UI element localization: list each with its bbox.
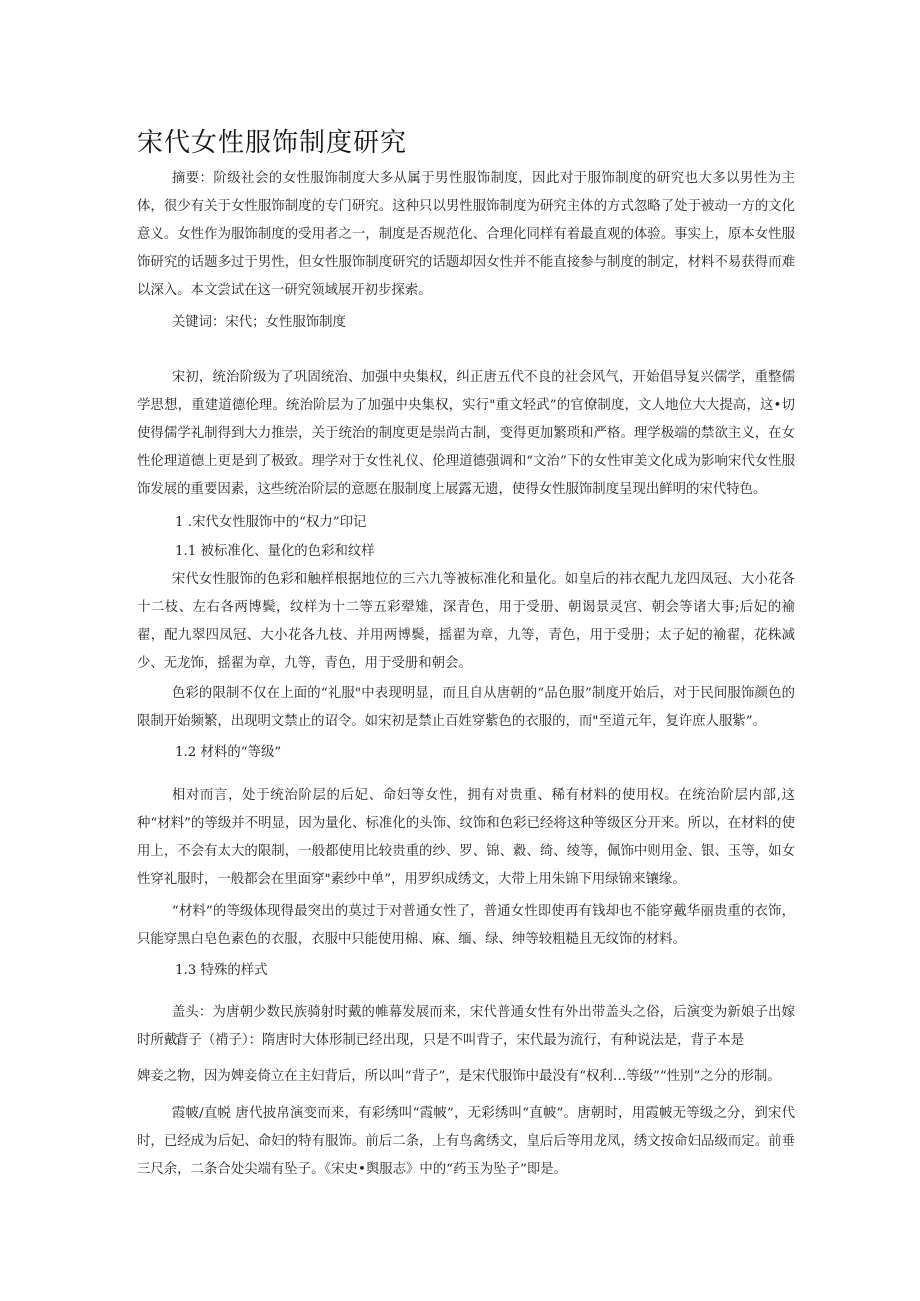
section-1-3-paragraph-3: 霞帔/直帨 唐代披帛演变而来，有彩绣叫“霞帔”，无彩绣叫“直帔”。唐朝时，用霞帔无等级之分，到宋代时，已经成为后妃、命妇的特有服饰。前后二条，上有鸟禽绣文，皇后后等用龙凤，绣文按命妇品级而定。前垂三尺余，二条合处尖端有坠子。《宋史•舆服志》中的“药玉为坠子”即是。: [137, 1106, 795, 1177]
section-1-1-paragraph-2: 色彩的限制不仅在上面的“礼服"中表现明显，而且自从唐朝的“品色服”制度开始后，对于民间服饰颜色的限制开始频繁，出现明文禁止的诏令。如宋初是禁止百姓穿紫色的衣服的，而"至道元年，复许庶人服紫”。: [137, 686, 795, 729]
section-1-3-paragraph-1: 盖头：为唐朝少数民族骑射时戴的帷幕发展而来，宋代普通女性有外出带盖头之俗，后演变为新娘子出嫁时所戴。: [137, 1005, 795, 1048]
section-1-3-heading: 1.3 特殊的样式: [175, 963, 268, 978]
section-1-2-paragraph-1: 相对而言，处于统治阶层的后妃、命妇等女性，拥有对贵重、稀有材料的使用权。在统治阶层内部,这种“材料”的等级并不明显，因为量化、标准化的头饰、纹饰和色彩已经将这种等级区分开来。所以，在材料的使用上，不会有太大的限制，一般都使用比较贵重的纱、罗、锦、縠、绮、绫等，佩饰中则用金、银、玉等，如女性穿礼服时，一般都会在里面穿"素纱中单”，用罗织成绣文，大带上用朱锦下用绿锦来镶缘。: [137, 788, 795, 887]
section-1-2-paragraph-2: “材料”的等级体现得最突出的莫过于对普通女性了，普通女性即使再有钱却也不能穿戴华丽贵重的衣饰，只能穿黑白皂色素色的衣服，衣服中只能使用棉、麻、缅、绿、绅等较粗糙且无纹饰的材料。: [137, 904, 795, 947]
keywords-line: 关键词：宋代；女性服饰制度: [171, 315, 346, 330]
section-1-1-heading: 1.1 被标准化、量化的色彩和纹样: [175, 544, 375, 559]
intro-paragraph: 宋初，统治阶级为了巩固统治、加强中央集权，纠正唐五代不良的社会风气，开始倡导复兴儒学，重整儒学思想，重建道德伦理。统治阶层为了加强中央集权，实行"重文轻武”的官僚制度，文人地位大大提高，这•切使得儒学礼制得到大力推崇，关于统治的制度更是崇尚古制，变得更加繁琐和严格。理学极端的禁欲主义，在女性伦理道德上更是到了极致。理学对于女性礼仪、伦理道德强调和“文治”下的女性审美文化成为影响宋代女性服饰发展的重要因素，这些统治阶层的意愿在服制度上展露无遗，使得女性服饰制度呈现出鲜明的宋代特色。: [137, 370, 795, 497]
section-1-1-paragraph-1: 宋代女性服饰的色彩和触样根据地位的三六九等被标准化和量化。如皇后的祎衣配九龙四凤冠、大小花各十二枝、左右各两博鬓，纹样为十二等五彩翚雉，深青色，用于受册、朝谒景灵宫、朝会等诸大事;后妃的褕翟，配九翠四凤冠、大小花各九枝、并用两博鬓，摇翟为章，九等，青色，用于受册；太子妃的褕翟，花株减少、无龙饰，摇翟为章，九等，青色，用于受册和朝会。: [137, 572, 795, 671]
section-1-3-paragraph-2-line-1: 背子（褙子）：隋唐时大体形制已经出现，只是不叫背子，宋代最为流行，有种说法是，背子本是: [175, 1033, 745, 1048]
abstract-paragraph: 摘要：阶级社会的女性服饰制度大多从属于男性服饰制度，因此对于服饰制度的研究也大多以男性为主体，很少有关于女性服饰制度的专门研究。这种只以男性服饰制度为研究主体的方式忽略了处于被动一方的文化意义。女性作为服饰制度的受用者之一，制度是否规范化、合理化同样有着最直观的体验。事实上，原本女性服饰研究的话题多过于男性，但女性服饰制度研究的话题却因女性并不能直接参与制度的制定，材料不易获得而难以深入。本文尝试在这一研究领域展开初步探索。: [137, 171, 795, 298]
section-1-3-paragraph-2-line-2: 婢妾之物，因为婢妾倚立在主妇背后，所以叫“背子”，是宋代服饰中最没有“权利…等级”“性别”之分的形制。: [137, 1069, 781, 1084]
page-title: 宋代女性服饰制度研究: [137, 128, 408, 158]
section-1-2-heading: 1.2 材料的“等级”: [175, 745, 282, 760]
section-1-heading: 1 .宋代女性服饰中的“权力”印记: [175, 515, 367, 530]
